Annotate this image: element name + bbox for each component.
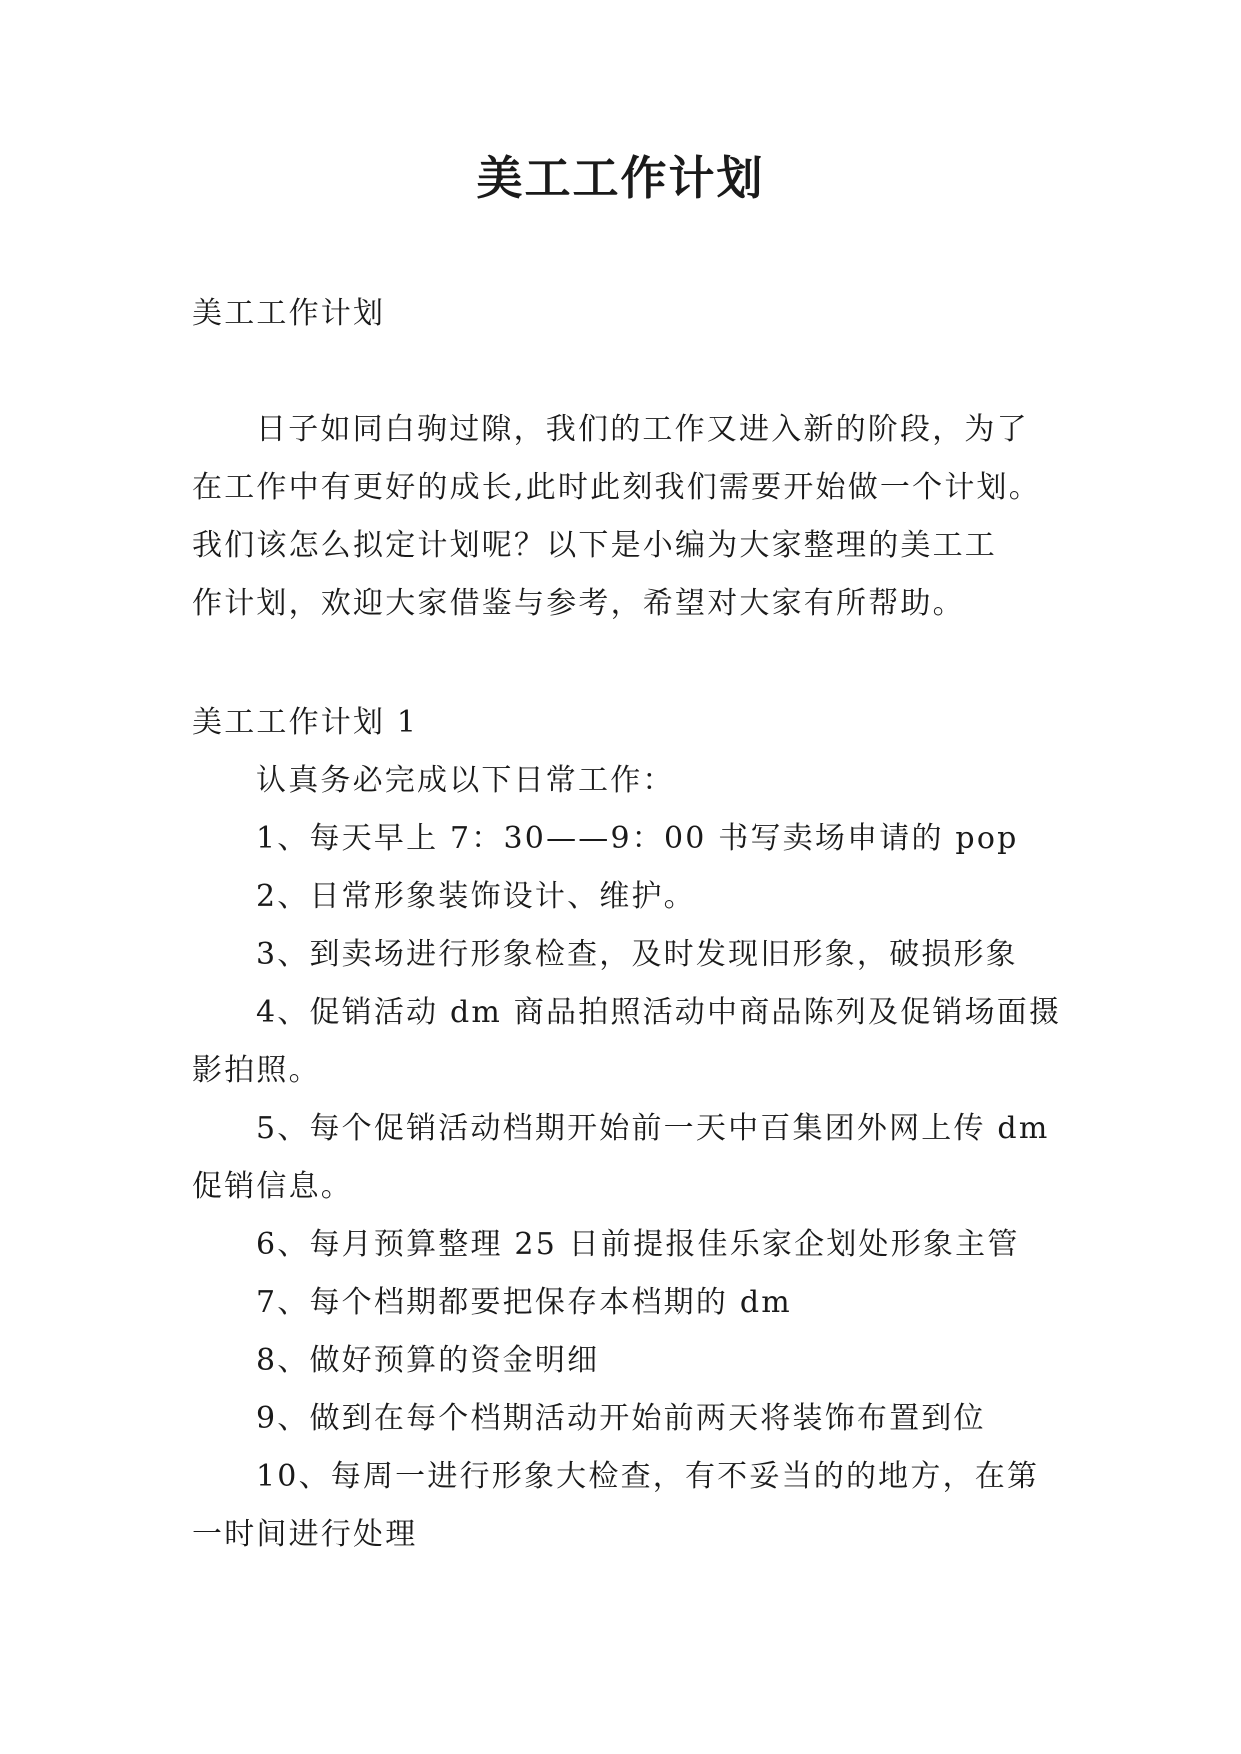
item-line-5-continued: 促销信息。	[192, 1169, 353, 1204]
item-line-8: 8、做好预算的资金明细	[256, 1343, 600, 1378]
item-line-4: 4、促销活动 dm 商品拍照活动中商品陈列及促销场面摄	[256, 995, 1062, 1030]
item-line-6: 6、每月预算整理 25 日前提报佳乐家企划处形象主管	[256, 1227, 1020, 1262]
item-line-2: 2、日常形象装饰设计、维护。	[256, 879, 696, 914]
intro-line-3: 我们该怎么拟定计划呢？以下是小编为大家整理的美工工	[192, 528, 997, 563]
intro-line-1: 日子如同白驹过隙，我们的工作又进入新的阶段，为了	[256, 412, 1029, 447]
item-line-10-continued: 一时间进行处理	[192, 1517, 418, 1552]
item-line-1: 1、每天早上 7：30——9：00 书写卖场申请的 pop	[256, 821, 1019, 856]
document-title: 美工工作计划	[476, 151, 765, 205]
item-line-5: 5、每个促销活动档期开始前一天中百集团外网上传 dm	[256, 1111, 1050, 1146]
item-line-7: 7、每个档期都要把保存本档期的 dm	[256, 1285, 792, 1320]
section-heading: 美工工作计划 1	[192, 705, 419, 740]
item-line-3: 3、到卖场进行形象检查，及时发现旧形象，破损形象	[256, 937, 1018, 972]
intro-line-2: 在工作中有更好的成长,此时此刻我们需要开始做一个计划。	[192, 470, 1041, 505]
intro-line-4: 作计划，欢迎大家借鉴与参考，希望对大家有所帮助。	[192, 586, 965, 621]
section-intro: 认真务必完成以下日常工作：	[256, 763, 675, 798]
item-line-10: 10、每周一进行形象大检查，有不妥当的的地方，在第	[256, 1459, 1040, 1494]
item-line-9: 9、做到在每个档期活动开始前两天将装饰布置到位	[256, 1401, 986, 1436]
item-line-4-continued: 影拍照。	[192, 1053, 321, 1088]
document-subtitle: 美工工作计划	[192, 296, 386, 331]
